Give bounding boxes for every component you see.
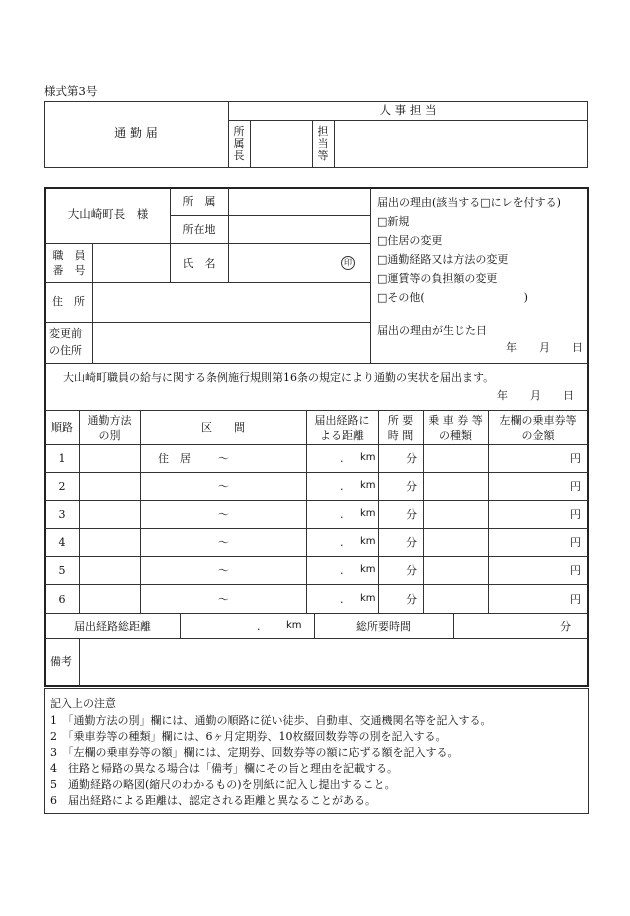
total-km-unit: km	[286, 620, 302, 631]
min-unit: 分	[406, 480, 417, 493]
reason-route-checkbox[interactable]: □通勤経路又は方法の変更	[377, 253, 509, 266]
tilde-mark: 〜	[218, 536, 229, 549]
km-dot: .	[340, 593, 344, 606]
ticket-field[interactable]	[424, 445, 487, 471]
address-label: 住 所	[52, 295, 85, 308]
min-unit: 分	[406, 452, 417, 465]
notes-title: 記入上の注意	[50, 697, 116, 710]
tilde-mark: 〜	[218, 508, 229, 521]
staff-label: 担当等	[317, 125, 329, 162]
yen-unit: 円	[570, 480, 581, 493]
km-dot: .	[340, 452, 344, 465]
min-unit: 分	[406, 536, 417, 549]
reason-new-checkbox[interactable]: □新規	[377, 215, 410, 228]
km-dot: .	[340, 564, 344, 577]
col-method-header: 通勤方法	[87, 414, 132, 427]
col-distance-header-2: よる距離	[320, 429, 364, 442]
row-number: 1	[58, 452, 66, 465]
col-time-header-2: 時 間	[387, 429, 414, 442]
form-number: 様式第3号	[44, 84, 98, 98]
tilde-mark: 〜	[218, 564, 229, 577]
note-item: 2 「乗車券等の種類」欄には、6ヶ月定期券、10枚綴回数券等の別を記入する。	[50, 730, 447, 743]
total-distance-label: 届出経路総距離	[74, 620, 151, 633]
location-field[interactable]	[229, 216, 369, 242]
km-unit: km	[360, 593, 376, 604]
method-field[interactable]	[80, 585, 139, 612]
yen-unit: 円	[570, 593, 581, 606]
section-from: 住 居	[158, 452, 191, 465]
seal-icon: 印	[341, 256, 355, 270]
prev-address-field[interactable]	[93, 323, 369, 362]
address-field[interactable]	[93, 283, 369, 321]
km-unit: km	[360, 508, 376, 519]
col-time-header: 所 要	[387, 414, 414, 427]
reason-residence-checkbox[interactable]: □住居の変更	[377, 234, 443, 247]
row-number: 2	[58, 480, 66, 493]
ticket-field[interactable]	[424, 529, 487, 555]
row-number: 3	[58, 508, 66, 521]
declaration-text: 大山崎町職員の給与に関する条例施行規則第16条の規定により通勤の実状を届出ます。	[63, 371, 495, 384]
yen-unit: 円	[570, 452, 581, 465]
total-time-label: 総所要時間	[356, 620, 411, 633]
tilde-mark: 〜	[218, 593, 229, 606]
method-field[interactable]	[80, 501, 139, 527]
dept-field[interactable]	[229, 189, 369, 214]
reason-other-checkbox[interactable]: □その他( )	[377, 291, 528, 304]
note-item: 1 「通勤方法の別」欄には、通勤の順路に従い徒歩、自動車、交通機関名等を記入する。	[50, 714, 492, 727]
reasons-title: 届出の理由(該当する□にレを付する)	[377, 196, 561, 209]
tilde-mark: 〜	[218, 452, 229, 465]
yen-unit: 円	[570, 564, 581, 577]
staff-no-label-2: 番 号	[52, 264, 86, 277]
prev-address-label-2: の住所	[49, 344, 82, 357]
staff-seal-field[interactable]	[335, 121, 587, 167]
km-dot: .	[340, 508, 344, 521]
method-field[interactable]	[80, 557, 139, 583]
note-item: 6 届出経路による距離は、認定される距離と異なることがある。	[50, 794, 376, 807]
tilde-mark: 〜	[218, 480, 229, 493]
ticket-field[interactable]	[424, 585, 487, 612]
method-field[interactable]	[80, 473, 139, 499]
method-field[interactable]	[80, 529, 139, 555]
remarks-label: 備考	[50, 655, 72, 668]
reason-fare-checkbox[interactable]: □運賃等の負担額の変更	[377, 272, 498, 285]
col-amount-header: 左欄の乗車券等	[499, 414, 577, 427]
km-unit: km	[360, 536, 376, 547]
col-ticket-header-2: の種類	[439, 429, 472, 442]
name-label: 氏 名	[182, 257, 216, 270]
yen-unit: 円	[570, 508, 581, 521]
method-field[interactable]	[80, 445, 139, 471]
km-dot: .	[340, 480, 344, 493]
row-number: 5	[58, 564, 66, 577]
km-unit: km	[360, 564, 376, 575]
form-title: 通 勤 届	[114, 126, 158, 140]
total-km-dot: .	[257, 620, 261, 633]
col-distance-header: 届出経路に	[314, 414, 370, 427]
total-min-unit: 分	[560, 620, 571, 633]
addressee: 大山崎町長 様	[67, 207, 149, 221]
declaration-date-field[interactable]: 年 月 日	[497, 389, 574, 402]
remarks-field[interactable]	[80, 639, 587, 685]
dept-head-seal-field[interactable]	[251, 121, 311, 167]
min-unit: 分	[406, 593, 417, 606]
yen-unit: 円	[570, 536, 581, 549]
dept-head-label: 所属長	[233, 125, 245, 162]
km-unit: km	[360, 452, 376, 463]
min-unit: 分	[406, 508, 417, 521]
occurred-date-field[interactable]: 年 月 日	[506, 341, 583, 354]
prev-address-label: 変更前	[49, 327, 82, 340]
km-dot: .	[340, 536, 344, 549]
row-number: 4	[58, 536, 66, 549]
staff-no-field[interactable]	[93, 244, 169, 281]
col-order-header: 順路	[51, 421, 73, 434]
staff-no-label: 職 員	[52, 249, 86, 262]
row-number: 6	[58, 593, 66, 606]
note-item: 5 通勤経路の略図(縮尺のわかるもの)を別紙に記入し提出すること。	[50, 778, 396, 791]
note-item: 4 往路と帰路の異なる場合は「備考」欄にその旨と理由を記載する。	[50, 762, 398, 775]
col-ticket-header: 乗 車 券 等	[428, 414, 483, 427]
location-label: 所在地	[182, 223, 216, 236]
min-unit: 分	[406, 564, 417, 577]
dept-label: 所 属	[182, 195, 216, 208]
col-section-header: 区 間	[201, 421, 245, 434]
hr-label: 人 事 担 当	[379, 103, 437, 117]
km-unit: km	[360, 480, 376, 491]
note-item: 3 「左欄の乗車券等の額」欄には、定期券、回数券等の額に応ずる額を記入する。	[50, 746, 459, 759]
ticket-field[interactable]	[424, 557, 487, 583]
col-amount-header-2: の金額	[521, 429, 555, 442]
occurred-label: 届出の理由が生じた日	[377, 324, 487, 337]
ticket-field[interactable]	[424, 501, 487, 527]
ticket-field[interactable]	[424, 473, 487, 499]
col-method-header-2: の別	[98, 429, 121, 442]
